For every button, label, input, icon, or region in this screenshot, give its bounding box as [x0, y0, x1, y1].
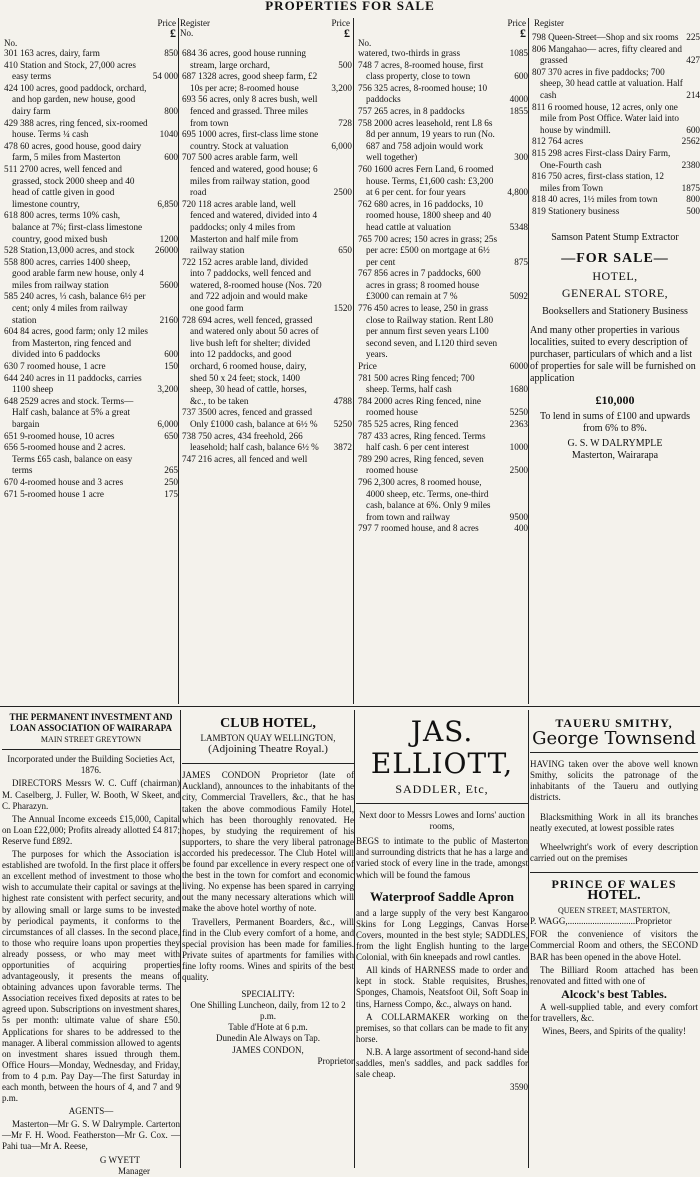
property-listing — [180, 71, 352, 94]
ad-title: LOAN ASSOCIATION OF WAIRARAPA — [10, 723, 172, 734]
listing-description: 781 500 acres Ring fenced; 700 sheep. Terms, half cash — [358, 372, 475, 395]
property-listing — [180, 257, 352, 315]
ad-signature: JAMES CONDON, — [232, 1044, 304, 1055]
listing-price: 1680 — [509, 384, 528, 395]
listing-price: 4,800 — [507, 187, 528, 198]
header-price: Price £ — [331, 18, 350, 40]
column-rule — [178, 18, 179, 704]
property-listing — [530, 136, 700, 148]
ad-proprietor-name: George Townsend — [532, 728, 696, 750]
divider — [356, 803, 528, 804]
header-no: No. — [4, 38, 18, 48]
property-listing — [356, 48, 528, 60]
listing-description: 478 60 acres, good house, good dairy farm, 5 miles from Masterton — [4, 140, 142, 163]
ad-club-hotel — [182, 712, 354, 1168]
ad-title: TAUERU SMITHY, — [555, 716, 673, 730]
property-listing — [530, 194, 700, 206]
property-listing — [180, 431, 352, 454]
listing-price: 400 — [514, 523, 528, 534]
listing-price: 1085 — [509, 48, 528, 58]
property-listing — [2, 431, 178, 443]
ad-agents: Masterton—Mr G. S. W Dalrymple. Carterton—Mr F. H. Wood. Featherston—Mr G. Cox. — Pahi tua—Mr A. Reese, — [2, 1119, 180, 1152]
loan-terms: To lend in sums of £100 and upwards from 6% to 8%. — [539, 411, 691, 434]
listing-description: 796 2,300 acres, 8 roomed house, 4000 sheep, etc. Terms, one-third cash, balance at 6%. Only 9 miles from town and railway — [358, 476, 491, 522]
ad-address: MAIN STREET GREYTOWN — [40, 735, 142, 745]
divider — [530, 752, 698, 753]
ad-speciality-1: One Shilling Luncheon, daily, from 12 to 2 p.m. — [190, 1000, 346, 1022]
listing-price: 1040 — [159, 129, 178, 140]
listing-price: 3,200 — [331, 82, 352, 93]
listing-description: 747 216 acres, all fenced and well — [182, 453, 308, 464]
property-listing — [356, 106, 528, 118]
listing-description: 767 856 acres in 7 paddocks, 600 acres in grass; 8 roomed house £3000 can remain at 7 % — [358, 268, 481, 302]
property-listing — [2, 257, 178, 292]
ad-hotel-feature: Alcock's best Tables. — [561, 986, 667, 1001]
header-no: No. — [358, 38, 372, 48]
listing-description: 424 100 acres, good paddock, orchard, and hop garden, new house, good dairy farm — [4, 82, 147, 116]
listing-price: 6,000 — [157, 419, 178, 429]
listing-price: 265 — [164, 465, 178, 476]
listing-description: 784 2000 acres Ring fenced, nine roomed house — [358, 395, 481, 418]
property-listing — [356, 477, 528, 523]
listing-price: 5092 — [509, 291, 528, 302]
listing-price: 650 — [338, 245, 352, 256]
listing-price: 1875 — [681, 182, 700, 193]
ad-body-5: N.B. A large assortment of second-hand side saddles, men's saddles, and pack saddles for sale cheap. — [356, 1046, 528, 1080]
listing-description: 819 Stationery business — [532, 205, 620, 216]
listing-description: 684 36 acres, good house running stream, large orchard, — [182, 48, 307, 70]
listing-description: 728 694 acres, well fenced, grassed and watered only about 50 acres of live bush left for shelter; divided into 12 paddocks, and good orchard, 6 roomed house, dairy, shed 50 x 24 feet; stock, 1400 sheep, 30 head of cattle, horses, &c., to be taken — [182, 314, 319, 406]
ad-hotel-proprietor: P. WAGG,..............................Proprietor — [530, 916, 672, 927]
property-listing — [2, 83, 178, 118]
ad-title: JAS. ELLIOTT, — [370, 715, 514, 780]
listing-description: 722 152 acres arable land, divided into 7 paddocks, well fenced and watered, 8-roomed house (Nos. 720 and 722 adjoin and would make one good farm — [182, 256, 322, 314]
ad-directors: DIRECTORS Messrs W. C. Cuff (chairman) M. Caselberg, J. Fuller, W. Booth, W Skeet, and C. Pharazyn. — [2, 778, 180, 811]
property-listing — [2, 489, 178, 501]
agent-signature: G. S. W DALRYMPLE — [567, 438, 663, 450]
listing-price: 5250 — [333, 419, 352, 429]
ad-hotel-address: QUEEN STREET, MASTERTON, — [557, 906, 671, 916]
ad-body: HAVING taken over the above well known Smithy, solicits the patronage of the inhabitants of the Taueru and outlying districts. — [530, 759, 698, 803]
ad-adjoining: (Adjoining Theatre Royal.) — [208, 743, 328, 756]
listing-description: 760 1600 acres Fern Land, 6 roomed house. Terms, £1,600 cash: £3,200 at 6 per cent. for four years — [358, 163, 494, 198]
ad-body-2: and a large supply of the very best Kangaroo Skins for Long Leggings, Canvas Horse Covers, mounted in the best style; SADDLES, from the light English hunting to the large Colonial, with 6in kneepads and rowl cantles. — [356, 907, 528, 963]
property-listing — [356, 83, 528, 106]
listing-description: 707 500 acres arable farm, well fenced and watered, good house; 6 miles from railway station, good road — [182, 152, 318, 198]
listing-description: 816 750 acres, first-class station, 12 miles from Town — [532, 171, 664, 193]
agent-location: Masterton, Wairarapa — [571, 450, 659, 462]
listing-description: 787 433 acres, Ring fenced. Terms half cash. 6 per cent interest — [358, 430, 486, 453]
property-listing — [356, 199, 528, 234]
listing-description: 785 525 acres, Ring fenced — [358, 419, 459, 429]
ad-signature: G WYETT — [99, 1154, 140, 1165]
property-listing — [530, 44, 700, 67]
property-listing — [356, 234, 528, 269]
property-listing — [2, 245, 178, 257]
page-banner: PROPERTIES FOR SALE — [265, 0, 435, 13]
listing-description: 720 118 acres arable land, well fenced and watered, divided into 4 paddocks; only 4 miles from Masterton and half mile from railway station — [182, 198, 318, 256]
divider — [182, 763, 354, 764]
ad-hotel-title: PRINCE OF WALES — [551, 876, 677, 891]
property-listing — [356, 419, 528, 431]
listing-description: 687 1328 acres, good sheep farm, £2 10s per acre; 8-roomed house — [182, 71, 318, 93]
listing-description: 798 Queen-Street—Shop and six rooms — [532, 32, 679, 42]
column-rule — [528, 18, 529, 704]
section-rule — [0, 706, 700, 707]
property-listing — [2, 291, 178, 326]
property-listing — [530, 171, 700, 194]
listing-price: 850 — [164, 48, 178, 58]
listing-price: 650 — [164, 430, 178, 441]
listing-description: 656 5-roomed house and 2 acres. Terms £65 cash, balance on easy terms — [4, 442, 133, 476]
property-listing — [2, 442, 178, 477]
header-register: Register — [534, 18, 564, 28]
listing-description: 789 290 acres, Ring fenced, seven roomed house — [358, 453, 484, 476]
property-listing — [530, 148, 700, 171]
ad-body: JAMES CONDON Proprietor (late of Auckland), announces to the inhabitants of the city, Commercial Travellers, &c., that he has taken the above commodious Family Hotel, which has been thoroughly renovated. He hopes, by studying the requirement of his supporters, to share the very liberal patronage accorded his predecessor. The Club Hotel will be found par excellence in every respect one of the best in the town for comfort and economic living. No expense has been spared in carrying out the many necessary alterations which will make the above hotel worthy of note. — [182, 770, 354, 914]
listing-price: 54 000 — [152, 71, 178, 82]
property-listing — [356, 118, 528, 164]
listing-description: 648 2529 acres and stock. Terms—Half cash, balance at 5% a great bargain — [4, 395, 134, 429]
property-listing — [2, 141, 178, 164]
property-listing — [2, 210, 178, 245]
listing-price: 9500 — [509, 511, 528, 522]
property-listing — [356, 431, 528, 454]
ad-body-2: Travellers, Permanent Boarders, &c., will find in the Club every comfort of a home, and special provision has been made for families. Private suites of apartments for families with fine lofty rooms. Wines and spirits of the best quality. — [182, 916, 354, 982]
listing-description: 762 680 acres, in 16 paddocks, 10 roomed house, 1800 sheep and 40 head cattle at valuation — [358, 198, 492, 232]
property-listing — [180, 407, 352, 430]
listing-price: 175 — [164, 488, 178, 499]
listing-description: 765 700 acres; 150 acres in grass; 25s per acre: £500 on mortgage at 6½ per cent — [358, 233, 498, 267]
property-listing — [530, 32, 700, 44]
property-column-2 — [180, 18, 352, 704]
header-price: Price £ — [507, 18, 526, 40]
listing-price: 300 — [514, 152, 528, 163]
listing-description: 758 2000 acres leasehold, rent L8 6s 8d per annum, 19 years to run (No. 687 and 758 adjoin would work well together) — [358, 117, 495, 163]
listing-price: 1000 — [509, 442, 528, 453]
listing-price: 5348 — [509, 221, 528, 232]
other-properties-paragraph: And many other properties in various localities, suited to every description of purchaser, particulars of which and a list of properties for sale will be furnished on application — [530, 325, 696, 385]
property-listing — [2, 48, 178, 60]
ad-location: Next door to Messrs Lowes and Iorns' auction rooms, — [359, 810, 525, 832]
listing-description: Price — [358, 361, 377, 372]
listing-description: 797 7 roomed house, and 8 acres — [358, 523, 479, 534]
listing-price: 4000 — [509, 94, 528, 105]
column-header — [2, 18, 178, 48]
ad-number: 3590 — [510, 1082, 528, 1093]
listing-price: 2562 — [681, 136, 700, 147]
listing-price: 600 — [514, 71, 528, 82]
listing-price: 150 — [164, 361, 178, 372]
listing-price: 875 — [514, 256, 528, 267]
property-listing — [356, 303, 528, 361]
property-listing — [356, 268, 528, 303]
listing-price: 800 — [164, 105, 178, 116]
listing-price: 6,000 — [331, 140, 352, 151]
property-listing — [180, 454, 352, 466]
ad-hotel-body-2: The Billiard Room attached has been renovated and fitted with one of — [530, 964, 698, 986]
ad-title: THE PERMANENT INVESTMENT AND — [9, 712, 173, 722]
property-listing — [2, 118, 178, 141]
column-header — [530, 18, 700, 32]
property-listing — [2, 361, 178, 373]
ad-hotel-subtitle: HOTEL. — [587, 888, 641, 904]
listing-description: 511 2700 acres, well fenced and grassed, stock 2000 sheep and 40 head of cattle given in good limestone country, — [4, 163, 135, 209]
loan-amount: £10,000 — [595, 393, 635, 408]
property-listing — [2, 396, 178, 431]
listing-price: 1520 — [333, 303, 352, 314]
ad-body: BEGS to intimate to the public of Masterton and surrounding districts that he has a large and varied stock of every line in the trade, amongst which will be found the famous — [356, 836, 528, 880]
property-listing — [2, 477, 178, 489]
listing-price: 2160 — [159, 314, 178, 325]
listing-price: 500 — [686, 205, 700, 216]
listing-description: 695 1000 acres, first-class lime stone country. Stock at valuation — [182, 129, 319, 151]
listing-description: 737 3500 acres, fenced and grassed Only £1000 cash, balance at 6½ % — [182, 407, 318, 429]
listing-price: 500 — [338, 59, 352, 70]
listing-price: 214 — [686, 89, 700, 100]
listing-description: 811 6 roomed house, 12 acres, only one mile from Post Office. Water laid into house by windmill. — [532, 101, 679, 135]
listing-price: 6,850 — [157, 198, 178, 209]
listing-description: 651 9-roomed house, 10 acres — [4, 430, 115, 441]
ad-taueru-smithy — [530, 712, 698, 1168]
ad-incorporated: Incorporated under the Building Societies Act, 1876. — [7, 754, 175, 776]
property-listing — [180, 315, 352, 408]
divider — [2, 749, 180, 750]
divider — [530, 872, 698, 873]
property-listing — [180, 152, 352, 198]
property-listing — [356, 523, 528, 535]
property-listing — [180, 129, 352, 152]
property-listing — [356, 396, 528, 419]
listing-description: 776 450 acres to lease, 250 in grass close to Railway station. Rent L80 per annum first seven years L100 second seven, and L120 third seven years. — [358, 303, 498, 360]
listing-price: 1855 — [509, 105, 528, 116]
booksellers-line: Booksellers and Stationery Business — [542, 305, 688, 317]
ad-speciality-2: Table d'Hote at 6 p.m. — [228, 1022, 308, 1033]
listing-price: 2500 — [333, 187, 352, 198]
listing-price: 600 — [164, 349, 178, 360]
listing-price: 728 — [338, 117, 352, 128]
ad-address: LAMBTON QUAY WELLINGTON, — [200, 733, 336, 744]
property-listing — [530, 67, 700, 102]
listing-description: 807 370 acres in five paddocks; 700 sheep, 30 head cattle at valuation. Half cash — [532, 66, 683, 100]
property-listing — [180, 48, 352, 71]
listing-description: 528 Station,13,000 acres, and stock — [4, 245, 135, 256]
ad-feature: Waterproof Saddle Apron — [370, 888, 514, 904]
listing-price: 250 — [164, 476, 178, 487]
property-listing — [180, 199, 352, 257]
property-listing — [530, 102, 700, 137]
ad-title: CLUB HOTEL, — [220, 716, 316, 731]
property-column-4 — [530, 18, 700, 704]
ad-hotel-body: FOR the convenience of visitors the Commercial Room and others, the SECOND BAR has been opened in the above Hotel. — [530, 929, 698, 962]
header-price: Price £ — [157, 18, 176, 40]
listing-description: 604 84 acres, good farm; only 12 miles from Masterton, ring fenced and divided into 6 paddocks — [4, 326, 148, 360]
listing-description: 618 800 acres, terms 10% cash, balance at 7%; first-class limestone country, good mixed bush — [4, 210, 143, 244]
header-register: Register No. — [180, 18, 210, 38]
listing-description: 558 800 acres, carries 1400 sheep, good arable farm new house, only 4 miles from railway station — [4, 256, 144, 290]
ad-speciality-heading: SPECIALITY: — [241, 989, 295, 1000]
ad-body-3: All kinds of HARNESS made to order and kept in stock. Stable requisites, Brushes, Sponges, Chamois, Neatsfoot Oil, Soft Soap in tins, Harness Compo, &c., always on hand. — [356, 965, 528, 1009]
general-store-line: GENERAL STORE, — [561, 286, 669, 301]
property-listing — [356, 361, 528, 373]
listing-description: 585 240 acres, ⅓ cash, balance 6½ per cent; only 4 miles from railway station — [4, 291, 146, 325]
listing-description: 812 764 acres — [532, 136, 584, 147]
listing-description: 429 388 acres, ring fenced, six-roomed house. Terms ¼ cash — [4, 117, 148, 140]
listing-price: 3,200 — [157, 384, 178, 395]
property-listing — [2, 326, 178, 361]
listing-description: 818 40 acres, 1½ miles from town — [532, 194, 658, 205]
listing-description: 738 750 acres, 434 freehold, 266 leasehold; half cash, balance 6½ % — [182, 430, 319, 453]
listing-description: 815 298 acres First-class Dairy Farm, One-Fourth cash — [532, 147, 671, 170]
listing-description: 748 7 acres, 8-roomed house, first class property, close to town — [358, 59, 484, 82]
stump-extractor-line: Samson Patent Stump Extractor — [551, 231, 679, 243]
ad-body: The purposes for which the Association is established are twofold. In the first place it offers an excellent method of investment to those who wish to accumulate their capital or savings at the highest rate consistent with perfect security, and by allowing small or large sums to be invested by periodical payments, it conforms to the circumstances of all classes. In the second place, to those who require loans upon properties they already possess, or who may meet with opportunities of acquiring properties advantageously, it presents the means of obtaining advances upon favorable terms. The Association receives fixed deposits at rates to be agreed upon. Subscriptions on investment shares, 5s per month: ultimate value of share £50. Applications for shares to be addressed to the manager. A liberal commission allowed to agents on investment shares issued through them. Office Hours—Monday, Wednesday, and Friday, from to 4 p.m. Pay Day—The first Saturday in each month, between the hours of 4, and 7 and 9 p.m. — [2, 849, 180, 1104]
listing-price: 1200 — [159, 233, 178, 244]
listing-description: 630 7 roomed house, 1 acre — [4, 361, 106, 372]
listing-price: 5250 — [509, 407, 528, 418]
column-rule — [353, 18, 354, 704]
ad-body-4: A COLLARMAKER working on the premises, so that collars can be made to fit any horse. — [356, 1011, 528, 1044]
listing-description: 301 163 acres, dairy, farm — [4, 48, 100, 58]
property-listing — [356, 373, 528, 396]
listing-price: 225 — [686, 32, 700, 42]
listing-description: 644 240 acres in 11 paddocks, carries 1100 sheep — [4, 372, 142, 395]
ad-speciality-3: Dunedin Ale Always on Tap. — [216, 1033, 320, 1044]
listing-description: 410 Station and Stock, 27,000 acres easy terms — [4, 59, 136, 82]
column-rule — [180, 710, 181, 1168]
listing-description: 806 Mangahao— acres, fifty cleared and grassed — [532, 43, 682, 66]
ad-signature-title: Proprietor — [317, 1055, 354, 1066]
listing-price: 600 — [686, 124, 700, 135]
property-listing — [180, 94, 352, 129]
hotel-line: HOTEL, — [592, 268, 638, 283]
listing-description: 671 5-roomed house 1 acre — [4, 488, 105, 499]
listing-price: 3872 — [333, 442, 352, 453]
listing-price: 600 — [164, 152, 178, 163]
listing-price: 26000 — [155, 245, 178, 256]
property-listing — [530, 206, 700, 218]
column-rule — [528, 710, 529, 1168]
listing-price: 2500 — [509, 465, 528, 476]
ad-body-2: Blacksmithing Work in all its branches neatly executed, at lowest possible rates — [530, 811, 698, 833]
ad-hotel-body-4: Wines, Beers, and Spirits of the quality! — [541, 1026, 687, 1037]
ad-signature-title: Manager — [118, 1165, 150, 1176]
listing-description: watered, two-thirds in grass — [358, 48, 461, 58]
listing-description: 670 4-roomed house and 3 acres — [4, 476, 124, 487]
listing-price: 6000 — [509, 361, 528, 372]
property-listing — [356, 164, 528, 199]
ad-income: The Annual Income exceeds £15,000, Capital on Loan £22,000; Profits already allotted £4 817; Reserve fund £892. — [2, 813, 180, 846]
property-column-3 — [356, 18, 528, 704]
listing-price: 4788 — [333, 395, 352, 406]
listing-price: 800 — [686, 194, 700, 205]
listing-price: 5600 — [159, 279, 178, 290]
listing-description: 693 56 acres, only 8 acres bush, well fenced and grassed. Three miles from town — [182, 94, 318, 128]
column-rule — [354, 710, 355, 1168]
listing-price: 2380 — [681, 159, 700, 170]
ad-permanent-investment — [2, 712, 180, 1176]
property-listing — [356, 60, 528, 83]
property-listing — [2, 60, 178, 83]
ad-jas-elliott — [356, 712, 528, 1168]
ad-subtitle: SADDLER, Etc, — [395, 782, 489, 796]
column-header — [356, 18, 528, 48]
property-listing — [2, 164, 178, 210]
ad-body-3: Wheelwright's work of every description carried out on the premises — [530, 841, 698, 863]
ad-agents-heading: AGENTS— — [68, 1106, 114, 1117]
listing-price: 427 — [686, 55, 700, 66]
property-listing — [356, 454, 528, 477]
for-sale-heading: —FOR SALE— — [561, 251, 669, 267]
property-listing — [2, 373, 178, 396]
ad-hotel-body-3: A well-supplied table, and every comfort for travellers, &c. — [530, 1001, 698, 1023]
listing-description: 756 325 acres, 8-roomed house; 10 paddocks — [358, 82, 488, 105]
listing-price: 2363 — [509, 419, 528, 429]
column-header — [180, 18, 352, 48]
property-column-1 — [2, 18, 178, 704]
listing-description: 757 265 acres, in 8 paddocks — [358, 105, 465, 116]
